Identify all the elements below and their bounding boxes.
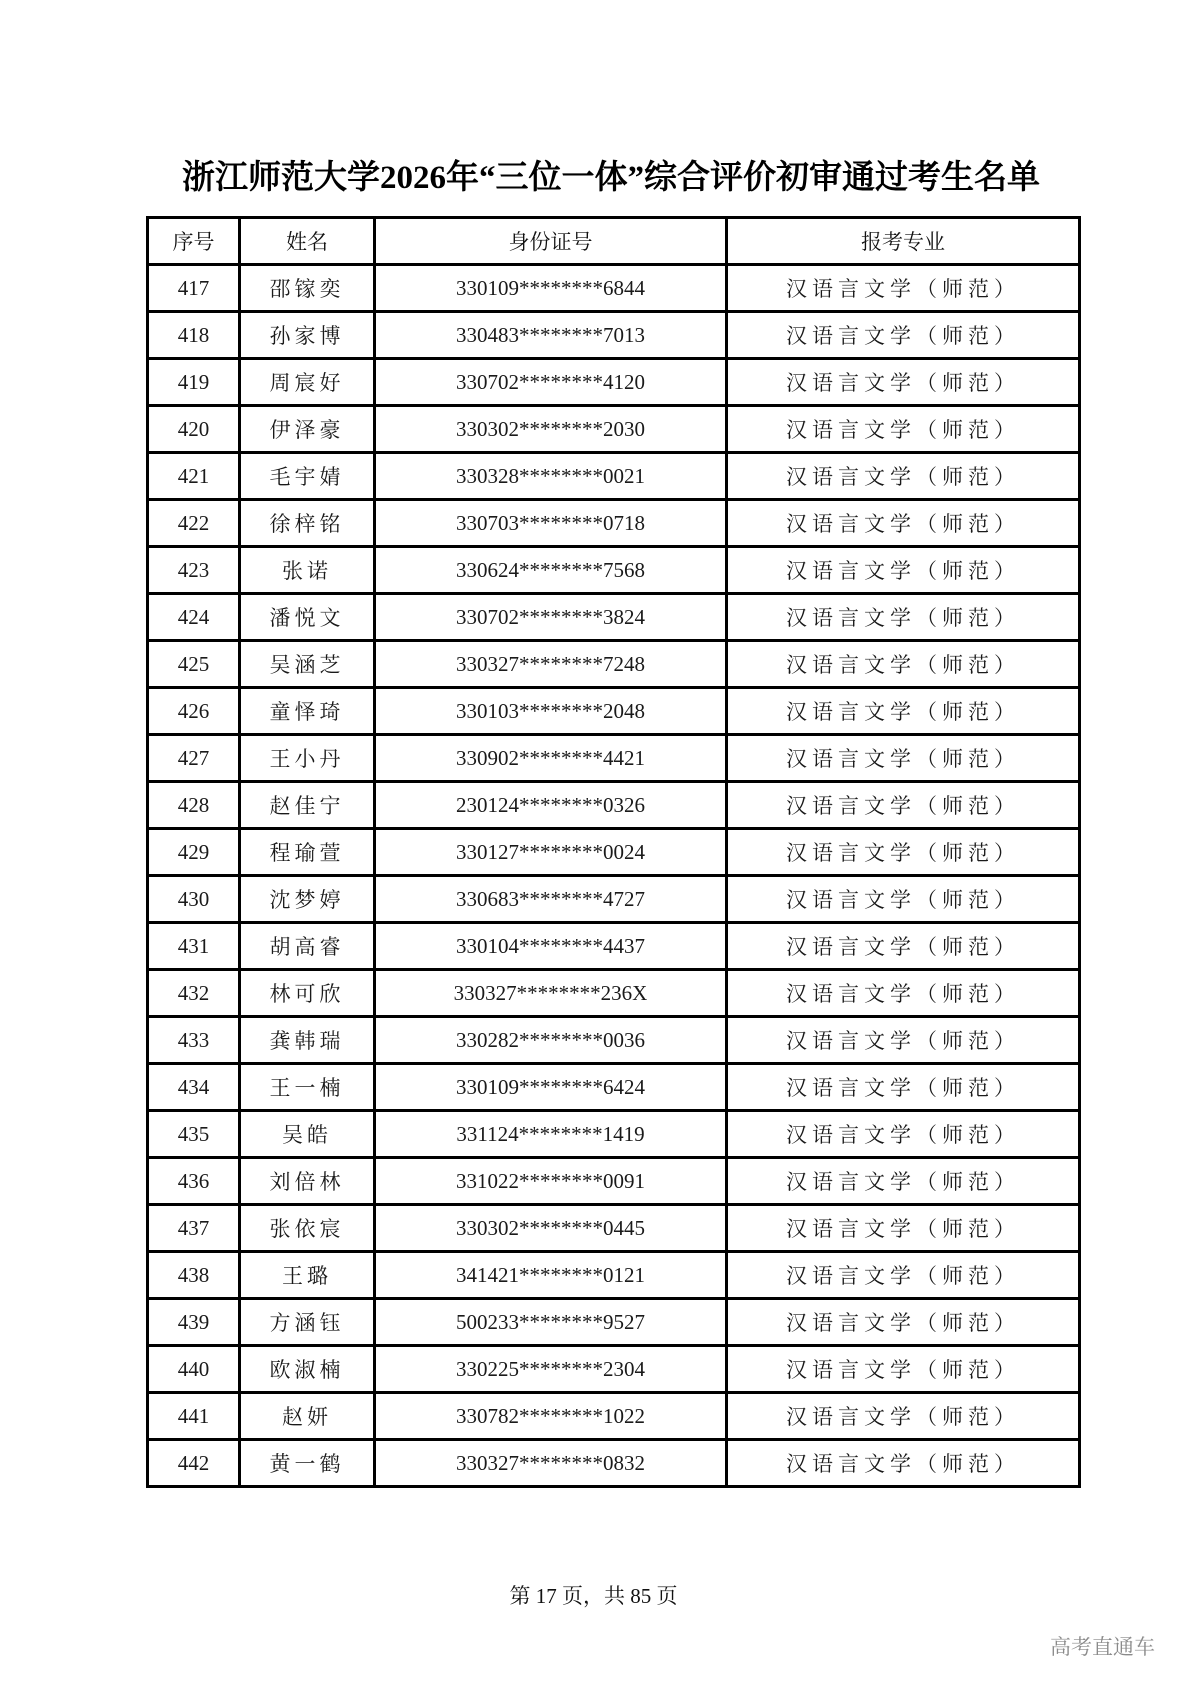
cell-major: 汉语言文学（师范）: [727, 1017, 1080, 1064]
cell-major: 汉语言文学（师范）: [727, 1064, 1080, 1111]
cell-name: 刘倍林: [240, 1158, 375, 1205]
cell-seq: 442: [148, 1440, 240, 1487]
cell-name: 王一楠: [240, 1064, 375, 1111]
header-id: 身份证号: [375, 218, 727, 265]
cell-seq: 427: [148, 735, 240, 782]
cell-name: 孙家博: [240, 312, 375, 359]
page-title: 浙江师范大学2026年“三位一体”综合评价初审通过考生名单: [182, 160, 1040, 196]
cell-major: 汉语言文学（师范）: [727, 1205, 1080, 1252]
cell-seq: 424: [148, 594, 240, 641]
table-row: [148, 359, 1080, 406]
table-row: [148, 594, 1080, 641]
cell-major: 汉语言文学（师范）: [727, 406, 1080, 453]
cell-name: 赵妍: [240, 1393, 375, 1440]
cell-major: 汉语言文学（师范）: [727, 312, 1080, 359]
table-row: [148, 1252, 1080, 1299]
cell-major: 汉语言文学（师范）: [727, 594, 1080, 641]
cell-name: 王小丹: [240, 735, 375, 782]
cell-name: 程瑜萱: [240, 829, 375, 876]
table-row: [148, 688, 1080, 735]
table-row: [148, 641, 1080, 688]
cell-id: 330782********1022: [375, 1393, 727, 1440]
cell-id: 330683********4727: [375, 876, 727, 923]
cell-id: 331022********0091: [375, 1158, 727, 1205]
cell-id: 330282********0036: [375, 1017, 727, 1064]
cell-major: 汉语言文学（师范）: [727, 782, 1080, 829]
table-row: [148, 970, 1080, 1017]
cell-major: 汉语言文学（师范）: [727, 547, 1080, 594]
table-row: [148, 1299, 1080, 1346]
cell-seq: 437: [148, 1205, 240, 1252]
table-row: [148, 782, 1080, 829]
cell-major: 汉语言文学（师范）: [727, 1393, 1080, 1440]
cell-name: 黄一鹤: [240, 1440, 375, 1487]
table-row: [148, 265, 1080, 312]
cell-id: 330127********0024: [375, 829, 727, 876]
cell-id: 330624********7568: [375, 547, 727, 594]
cell-seq: 426: [148, 688, 240, 735]
table-row: [148, 923, 1080, 970]
cell-name: 赵佳宁: [240, 782, 375, 829]
table-row: [148, 312, 1080, 359]
cell-name: 周宸好: [240, 359, 375, 406]
cell-name: 欧淑楠: [240, 1346, 375, 1393]
table-row: [148, 1064, 1080, 1111]
cell-major: 汉语言文学（师范）: [727, 735, 1080, 782]
cell-major: 汉语言文学（师范）: [727, 876, 1080, 923]
cell-id: 500233********9527: [375, 1299, 727, 1346]
cell-major: 汉语言文学（师范）: [727, 1158, 1080, 1205]
table-row: [148, 1158, 1080, 1205]
table-row: [148, 1440, 1080, 1487]
header-major: 报考专业: [727, 218, 1080, 265]
cell-seq: 418: [148, 312, 240, 359]
page-number-text: 第 17 页，共 85 页: [509, 1584, 678, 1608]
cell-id: 330327********7248: [375, 641, 727, 688]
cell-id: 330302********2030: [375, 406, 727, 453]
cell-id: 230124********0326: [375, 782, 727, 829]
cell-seq: 435: [148, 1111, 240, 1158]
table-row: [148, 829, 1080, 876]
cell-id: 330103********2048: [375, 688, 727, 735]
cell-major: 汉语言文学（师范）: [727, 1111, 1080, 1158]
cell-name: 伊泽豪: [240, 406, 375, 453]
table-row: [148, 500, 1080, 547]
table-row: [148, 876, 1080, 923]
table-row: [148, 1393, 1080, 1440]
cell-seq: 438: [148, 1252, 240, 1299]
cell-name: 林可欣: [240, 970, 375, 1017]
cell-name: 毛宇婧: [240, 453, 375, 500]
cell-seq: 440: [148, 1346, 240, 1393]
cell-name: 吴涵芝: [240, 641, 375, 688]
header-name: 姓名: [240, 218, 375, 265]
table-row: [148, 1111, 1080, 1158]
cell-seq: 429: [148, 829, 240, 876]
cell-major: 汉语言文学（师范）: [727, 923, 1080, 970]
cell-id: 331124********1419: [375, 1111, 727, 1158]
cell-major: 汉语言文学（师范）: [727, 453, 1080, 500]
cell-seq: 433: [148, 1017, 240, 1064]
table-row: [148, 1017, 1080, 1064]
cell-major: 汉语言文学（师范）: [727, 1299, 1080, 1346]
cell-seq: 430: [148, 876, 240, 923]
cell-major: 汉语言文学（师范）: [727, 359, 1080, 406]
cell-seq: 428: [148, 782, 240, 829]
cell-name: 张依宸: [240, 1205, 375, 1252]
cell-seq: 439: [148, 1299, 240, 1346]
cell-id: 330702********4120: [375, 359, 727, 406]
table-row: [148, 547, 1080, 594]
cell-major: 汉语言文学（师范）: [727, 829, 1080, 876]
cell-id: 330109********6844: [375, 265, 727, 312]
cell-id: 330703********0718: [375, 500, 727, 547]
table-row: [148, 406, 1080, 453]
cell-seq: 441: [148, 1393, 240, 1440]
cell-name: 徐梓铭: [240, 500, 375, 547]
cell-id: 330702********3824: [375, 594, 727, 641]
cell-name: 胡高睿: [240, 923, 375, 970]
watermark-text: 高考直通车: [1050, 1635, 1155, 1659]
cell-id: 330302********0445: [375, 1205, 727, 1252]
cell-seq: 419: [148, 359, 240, 406]
cell-name: 童怿琦: [240, 688, 375, 735]
cell-id: 341421********0121: [375, 1252, 727, 1299]
cell-major: 汉语言文学（师范）: [727, 500, 1080, 547]
cell-name: 沈梦婷: [240, 876, 375, 923]
header-seq: 序号: [148, 218, 240, 265]
cell-major: 汉语言文学（师范）: [727, 1440, 1080, 1487]
cell-seq: 436: [148, 1158, 240, 1205]
cell-name: 邵镓奕: [240, 265, 375, 312]
cell-name: 王璐: [240, 1252, 375, 1299]
page-footer: [0, 1580, 1191, 1610]
cell-major: 汉语言文学（师范）: [727, 641, 1080, 688]
cell-major: 汉语言文学（师范）: [727, 1252, 1080, 1299]
cell-name: 潘悦文: [240, 594, 375, 641]
cell-seq: 431: [148, 923, 240, 970]
cell-id: 330109********6424: [375, 1064, 727, 1111]
cell-seq: 422: [148, 500, 240, 547]
cell-name: 方涵钰: [240, 1299, 375, 1346]
table-header-row: [148, 218, 1080, 265]
cell-name: 吴皓: [240, 1111, 375, 1158]
cell-id: 330902********4421: [375, 735, 727, 782]
table-row: [148, 453, 1080, 500]
table-row: [148, 1346, 1080, 1393]
cell-seq: 423: [148, 547, 240, 594]
cell-seq: 417: [148, 265, 240, 312]
cell-seq: 425: [148, 641, 240, 688]
cell-major: 汉语言文学（师范）: [727, 1346, 1080, 1393]
cell-seq: 421: [148, 453, 240, 500]
cell-seq: 420: [148, 406, 240, 453]
table-row: [148, 735, 1080, 782]
cell-id: 330483********7013: [375, 312, 727, 359]
table-body: [148, 265, 1080, 1487]
cell-seq: 434: [148, 1064, 240, 1111]
candidate-table: [146, 216, 1081, 1488]
cell-id: 330328********0021: [375, 453, 727, 500]
cell-major: 汉语言文学（师范）: [727, 688, 1080, 735]
cell-id: 330225********2304: [375, 1346, 727, 1393]
cell-major: 汉语言文学（师范）: [727, 970, 1080, 1017]
cell-name: 龚韩瑞: [240, 1017, 375, 1064]
cell-seq: 432: [148, 970, 240, 1017]
cell-id: 330327********236X: [375, 970, 727, 1017]
cell-name: 张诺: [240, 547, 375, 594]
cell-major: 汉语言文学（师范）: [727, 265, 1080, 312]
table-row: [148, 1205, 1080, 1252]
cell-id: 330327********0832: [375, 1440, 727, 1487]
cell-id: 330104********4437: [375, 923, 727, 970]
